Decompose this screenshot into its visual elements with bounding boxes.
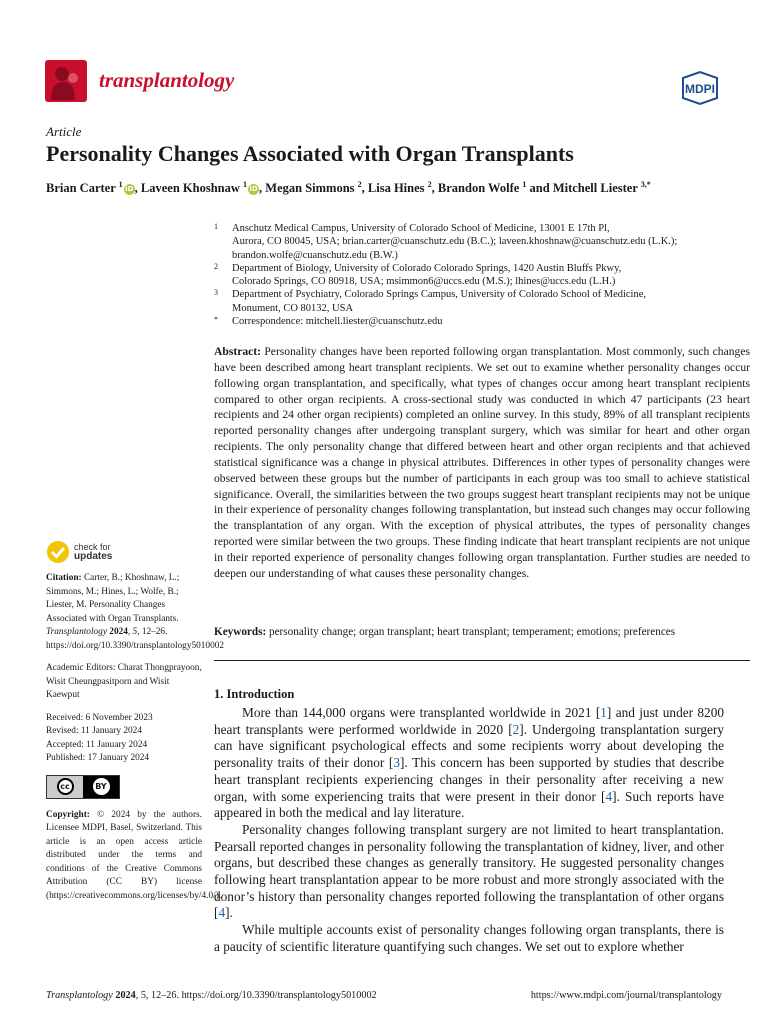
author-affiliation-number: 1 bbox=[118, 180, 123, 189]
affiliation-line: Monument, CO 80132, USA bbox=[232, 302, 354, 314]
footer-citation bbox=[46, 990, 377, 1001]
copyright-text: © 2024 by the authors. Licensee MDPI, Basel, Switzerland. This article is an open access article distributed under the terms and conditions of the Creative Commons Attribution (CC BY) license (https://creativecommons.org/licenses/by/4.0/). bbox=[46, 809, 222, 901]
introduction-body bbox=[214, 705, 724, 956]
affiliation-line: Department of Biology, University of Colorado Colorado Springs, 1420 Austin Bluffs Pkwy, bbox=[232, 262, 622, 274]
citation-link[interactable]: 4 bbox=[218, 905, 226, 921]
affiliation-line: Colorado Springs, CO 80918, USA; msimmon6@uccs.edu (M.S.); lhines@uccs.edu (L.H.) bbox=[232, 276, 616, 288]
author-affiliation-number: 1 bbox=[522, 180, 527, 189]
date-line: Revised: 11 January 2024 bbox=[46, 726, 142, 736]
body-paragraph: While multiple accounts exist of personality changes following organ transplants, there is a paucity of scientific literature quantifying such changes. We set out to explore whether bbox=[214, 922, 724, 954]
abstract-text: Personality changes have been reported following organ transplantation. Most commonly, such changes have been described among heart transplant recipients. We set out to examine whether personality changes occur following organ transplantation, and specifically, what types of changes occur among heart transplant recipients compared to other organ recipients. A cross-sectional study was conducted in which 47 participants (23 heart recipients and 24 other organ recipients) completed an online survey. In this study, 89% of all transplant recipients reported personality changes after undergoing transplant surgery, which was similar for heart and other organ recipients. The only personality change that differed between heart and other organ recipients and that achieved statistical significance was a change in physical attributes. Differences in other types of personality changes were observed between these groups but the number of participants in each group was too small to achieve statistical significance. Overall, the similarities between the two groups suggest heart transplant recipients may not be unique in their experience of personality changes following transplantation, but instead such changes may occur following the transplantation of any organ. With the exception of physical attributes, the types of personality changes reported were similar between the two groups. These finding indicate that heart transplant recipients are not unique in their reported experience of personality changes following organ transplantation. Further studies are needed to deepen our understanding of what causes these personality changes. bbox=[214, 345, 750, 580]
citation-rest[interactable]: , 12–26. https://doi.org/10.3390/transplantology5010002 bbox=[46, 627, 225, 651]
citation bbox=[46, 572, 225, 653]
check-for-updates-button[interactable] bbox=[46, 540, 202, 564]
affiliation bbox=[214, 315, 734, 328]
affiliation-number: 1 bbox=[214, 222, 218, 231]
author-name: Brian Carter bbox=[46, 181, 119, 196]
copyright-label: Copyright: bbox=[46, 809, 90, 820]
affiliation-number: 2 bbox=[214, 261, 218, 271]
affiliation bbox=[214, 288, 734, 315]
author-name: Laveen Khoshnaw bbox=[140, 181, 244, 196]
affiliation-line: Department of Psychiatry, Colorado Springs Campus, University of Colorado School of Medicine, bbox=[232, 289, 647, 301]
affiliation-line: Aurora, CO 80045, USA; brian.carter@cuanschutz.edu (B.C.); laveen.khoshnaw@cuanschutz.edu (L.K.); bbox=[232, 236, 678, 248]
keywords bbox=[214, 626, 750, 638]
author-name: Megan Simmons bbox=[265, 181, 358, 196]
abstract-label: Abstract: bbox=[214, 345, 262, 358]
citation-link[interactable]: 1 bbox=[600, 705, 607, 720]
check-updates-line1: check for bbox=[74, 542, 111, 552]
affiliation-line: brandon.wolfe@cuanschutz.edu (B.W.) bbox=[232, 249, 398, 261]
body-paragraph: More than 144,000 organs were transplanted worldwide in 2021 [1] and just under 8200 heart transplants were performed worldwide in 2020 [2]. Undergoing transplantation surgery can have significant psychological effects and some recipients worry about developing the personality traits of their donor [3]. This concern has been supported by studies that describe heart transplant recipients experiencing changes in their personality after receiving a new organ, with some experiencing traits that were present in their donor [4]. Such reports have appeared in both the medical and lay literature. bbox=[214, 705, 725, 821]
author-affiliation-number: 3,* bbox=[640, 180, 651, 189]
article-dates bbox=[46, 712, 202, 766]
sidebar bbox=[46, 540, 225, 903]
body-paragraph: Personality changes following transplant surgery are not limited to heart transplantation. Pearsall reported changes in personality following the transplantation of kidney, liver, and other organs, but described these changes as generally transitory. He suggested personality changes following heart transplantation appear to be more robust and more strongly associated with the donor’s history than personality changes reported following the transplantation of other organs [4]. bbox=[214, 821, 724, 921]
journal-name: transplantology bbox=[99, 68, 235, 92]
affiliation-number: * bbox=[214, 315, 218, 325]
check-updates-icon bbox=[46, 540, 70, 564]
abstract bbox=[214, 344, 750, 582]
affiliation bbox=[214, 262, 734, 289]
author-affiliation-number: 2 bbox=[427, 180, 432, 189]
orcid-icon[interactable]: iD bbox=[125, 185, 134, 194]
author-list: Brian Carter $^1$iD, Laveen Khoshnaw $^1$iD, Megan Simmons $^2$, Lisa Hines $^2$, Brandon Wolfe $^1$ and Mitchell Liester $^{3,*}$ bbox=[46, 180, 651, 196]
journal-logo-icon bbox=[45, 60, 87, 102]
affiliation-number: 3 bbox=[214, 288, 218, 298]
academic-editors: Academic Editors: Charat Thongprayoon, Wisit Cheungpasitporn and Wisit Kaewput bbox=[46, 663, 202, 700]
date-line: Published: 17 January 2024 bbox=[46, 753, 150, 763]
footer-journal: Transplantology bbox=[46, 990, 113, 1001]
citation-link[interactable]: 2 bbox=[512, 721, 520, 737]
publisher-name: MDPI bbox=[685, 82, 715, 96]
section-title-introduction: 1. Introduction bbox=[214, 687, 295, 701]
citation-link[interactable]: 3 bbox=[393, 755, 401, 771]
citation-link[interactable]: 4 bbox=[605, 788, 613, 804]
journal-header bbox=[45, 60, 725, 108]
author-name: Brandon Wolfe bbox=[437, 181, 523, 196]
article-type: Article bbox=[46, 124, 82, 139]
cc-icon: cc bbox=[57, 778, 74, 795]
keywords-text: personality change; organ transplant; heart transplant; temperament; emotions; preferences bbox=[269, 626, 676, 638]
affiliation-line: Correspondence: mitchell.liester@cuanschutz.edu bbox=[232, 316, 443, 328]
affiliation-line: Anschutz Medical Campus, University of Colorado School of Medicine, 13001 E 17th Pl, bbox=[232, 223, 610, 234]
orcid-icon[interactable]: iD bbox=[249, 185, 258, 194]
by-icon: BY bbox=[93, 778, 110, 795]
cc-by-license-badge[interactable] bbox=[46, 775, 120, 799]
date-line: Accepted: 11 January 2024 bbox=[46, 739, 148, 750]
check-updates-line2: updates bbox=[74, 551, 113, 562]
citation-volume: , 5 bbox=[127, 627, 138, 637]
citation-year: 2024 bbox=[109, 627, 128, 637]
author-affiliation-number: 1 bbox=[243, 180, 248, 189]
author-affiliation-number: 2 bbox=[357, 180, 362, 189]
citation-journal: Transplantology bbox=[46, 627, 107, 637]
affiliations bbox=[214, 222, 734, 328]
footer-rest[interactable]: , 5, 12–26. https://doi.org/10.3390/transplantology5010002 bbox=[135, 990, 377, 1001]
keywords-label: Keywords: bbox=[214, 626, 267, 638]
affiliation bbox=[214, 222, 734, 262]
author-name: Mitchell Liester bbox=[552, 181, 641, 196]
citation-label: Citation: bbox=[46, 573, 82, 583]
footer-url[interactable]: https://www.mdpi.com/journal/transplantology bbox=[530, 990, 722, 1001]
mdpi-logo-icon bbox=[675, 70, 725, 106]
citation-text: Carter, B.; Khoshnaw, L.; Simmons, M.; Hines, L.; Wolfe, B.; Liester, M. Personality Changes Associated with Organ Transplants. bbox=[46, 573, 180, 624]
footer-year: 2024 bbox=[115, 990, 136, 1001]
section-divider bbox=[214, 660, 750, 661]
copyright bbox=[46, 809, 222, 904]
article-title: Personality Changes Associated with Organ Transplants bbox=[46, 141, 574, 166]
author-name: Lisa Hines bbox=[367, 181, 428, 196]
date-line: Received: 6 November 2023 bbox=[46, 712, 153, 723]
